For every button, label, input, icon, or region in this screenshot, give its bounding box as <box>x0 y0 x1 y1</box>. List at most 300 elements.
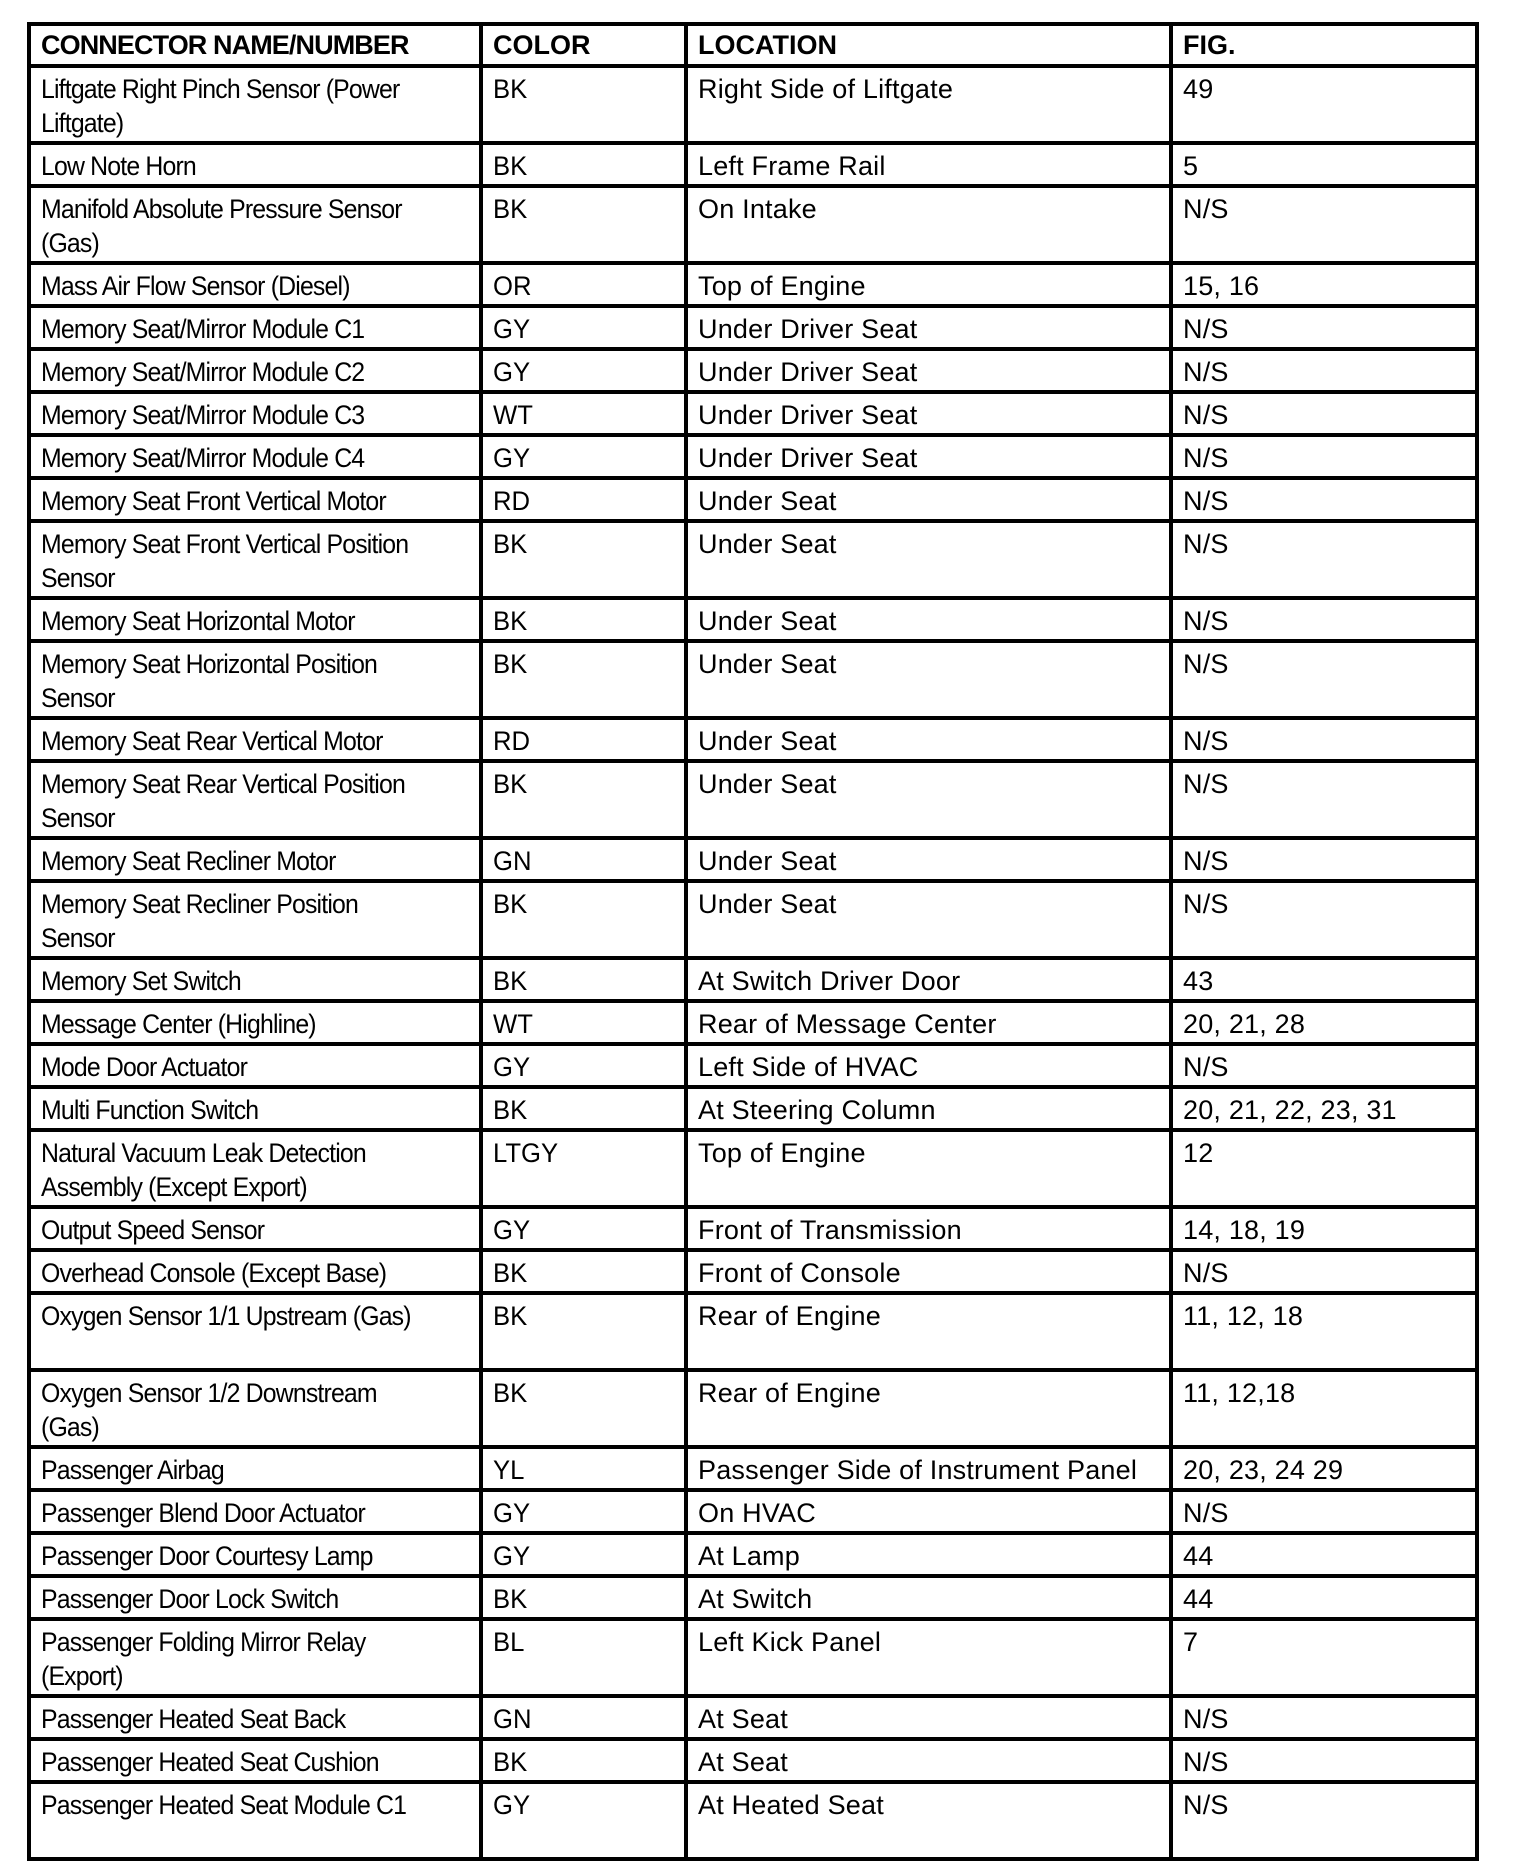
location-cell <box>686 1447 1171 1490</box>
table-row <box>29 392 1477 435</box>
figure-cell <box>1171 1619 1477 1696</box>
connector-name-cell <box>29 1250 481 1293</box>
connector-name-cell-text: Passenger Heated Seat Back <box>41 1704 346 1734</box>
wire-color-cell <box>481 392 686 435</box>
location-cell <box>686 1782 1171 1859</box>
wire-color-cell-text: WT <box>493 1009 533 1039</box>
figure-cell-text: 15, 16 <box>1183 271 1260 301</box>
table-row <box>29 263 1477 306</box>
location-cell-text: Top of Engine <box>698 1138 866 1168</box>
location-cell-text: Left Kick Panel <box>698 1627 882 1657</box>
location-cell <box>686 1087 1171 1130</box>
table-row <box>29 478 1477 521</box>
wire-color-cell-text: BK <box>493 1258 528 1288</box>
location-cell-text: Left Side of HVAC <box>698 1052 919 1082</box>
table-row <box>29 1293 1477 1370</box>
figure-cell-text: N/S <box>1183 1704 1229 1734</box>
figure-cell-text: N/S <box>1183 606 1229 636</box>
connector-name-cell-text: Memory Seat Recliner Position Sensor <box>41 889 358 953</box>
connector-table <box>27 22 1479 1861</box>
figure-cell-text: 14, 18, 19 <box>1183 1215 1306 1245</box>
wire-color-cell-text: GY <box>493 1541 531 1571</box>
location-cell-text: At Switch Driver Door <box>698 966 961 996</box>
wire-color-cell <box>481 598 686 641</box>
location-cell <box>686 1739 1171 1782</box>
figure-cell-text: 12 <box>1183 1138 1214 1168</box>
table-row <box>29 1250 1477 1293</box>
wire-color-cell-text: LTGY <box>493 1138 559 1168</box>
wire-color-cell <box>481 1044 686 1087</box>
wire-color-cell <box>481 66 686 143</box>
figure-cell <box>1171 641 1477 718</box>
wire-color-cell-text: BK <box>493 194 528 224</box>
connector-name-cell <box>29 761 481 838</box>
connector-name-cell-text: Multi Function Switch <box>41 1095 259 1125</box>
table-row <box>29 641 1477 718</box>
figure-cell-text: N/S <box>1183 1498 1229 1528</box>
location-cell-text: Rear of Message Center <box>698 1009 997 1039</box>
location-cell-text: Under Seat <box>698 529 837 559</box>
location-cell <box>686 1576 1171 1619</box>
header-row <box>29 24 1477 66</box>
figure-cell-text: N/S <box>1183 400 1229 430</box>
connector-name-cell <box>29 1044 481 1087</box>
connector-name-cell <box>29 66 481 143</box>
wire-color-cell-text: WT <box>493 400 533 430</box>
connector-name-cell <box>29 1001 481 1044</box>
figure-cell <box>1171 143 1477 186</box>
location-cell-text: Left Frame Rail <box>698 151 886 181</box>
figure-cell-text: 44 <box>1183 1541 1214 1571</box>
location-cell-text: Under Seat <box>698 649 837 679</box>
figure-cell <box>1171 392 1477 435</box>
wire-color-cell-text: GY <box>493 1498 531 1528</box>
wire-color-cell-text: BK <box>493 966 528 996</box>
location-cell <box>686 263 1171 306</box>
table-row <box>29 1696 1477 1739</box>
table-row <box>29 1001 1477 1044</box>
location-cell-text: At Switch <box>698 1584 813 1614</box>
figure-cell-text: 20, 21, 22, 23, 31 <box>1183 1095 1397 1125</box>
connector-name-cell-text: Liftgate Right Pinch Sensor (Power Liftgate) <box>41 74 400 138</box>
wire-color-cell <box>481 1782 686 1859</box>
table-row <box>29 761 1477 838</box>
wire-color-cell-text: BK <box>493 889 528 919</box>
table-row <box>29 1619 1477 1696</box>
location-cell <box>686 1533 1171 1576</box>
wire-color-cell-text: GY <box>493 357 531 387</box>
connector-name-cell <box>29 435 481 478</box>
location-cell <box>686 881 1171 958</box>
location-cell-text: Top of Engine <box>698 271 866 301</box>
table-header <box>29 24 1477 66</box>
location-cell-text: Right Side of Liftgate <box>698 74 954 104</box>
wire-color-cell-text: BL <box>493 1627 525 1657</box>
wire-color-cell-text: BK <box>493 151 528 181</box>
connector-name-cell-text: Overhead Console (Except Base) <box>41 1258 387 1288</box>
figure-cell <box>1171 1490 1477 1533</box>
connector-name-cell <box>29 838 481 881</box>
header-location: LOCATION <box>686 24 1171 66</box>
figure-cell <box>1171 761 1477 838</box>
connector-name-cell <box>29 1576 481 1619</box>
connector-name-cell-text: Passenger Door Lock Switch <box>41 1584 339 1614</box>
figure-cell <box>1171 958 1477 1001</box>
wire-color-cell <box>481 1130 686 1207</box>
figure-cell <box>1171 263 1477 306</box>
wire-color-cell-text: BK <box>493 529 528 559</box>
wire-color-cell <box>481 263 686 306</box>
figure-cell <box>1171 718 1477 761</box>
figure-cell <box>1171 349 1477 392</box>
location-cell-text: At Steering Column <box>698 1095 936 1125</box>
figure-cell <box>1171 1576 1477 1619</box>
figure-cell <box>1171 1044 1477 1087</box>
connector-name-cell-text: Output Speed Sensor <box>41 1215 265 1245</box>
location-cell <box>686 838 1171 881</box>
table-row <box>29 1576 1477 1619</box>
figure-cell <box>1171 66 1477 143</box>
figure-cell <box>1171 521 1477 598</box>
wire-color-cell-text: BK <box>493 769 528 799</box>
figure-cell <box>1171 1250 1477 1293</box>
wire-color-cell-text: YL <box>493 1455 525 1485</box>
figure-cell-text: N/S <box>1183 1790 1229 1820</box>
connector-name-cell <box>29 1207 481 1250</box>
location-cell <box>686 718 1171 761</box>
connector-name-cell-text: Natural Vacuum Leak Detection Assembly (Except Export) <box>41 1138 366 1202</box>
connector-name-cell <box>29 1533 481 1576</box>
figure-cell <box>1171 1370 1477 1447</box>
wire-color-cell-text: GY <box>493 1052 531 1082</box>
figure-cell <box>1171 838 1477 881</box>
figure-cell-text: N/S <box>1183 1747 1229 1777</box>
wire-color-cell-text: BK <box>493 1378 528 1408</box>
location-cell-text: Under Driver Seat <box>698 400 918 430</box>
wire-color-cell <box>481 1001 686 1044</box>
figure-cell-text: 7 <box>1183 1627 1199 1657</box>
wire-color-cell-text: GY <box>493 1790 531 1820</box>
connector-name-cell-text: Manifold Absolute Pressure Sensor (Gas) <box>41 194 402 258</box>
figure-cell-text: N/S <box>1183 314 1229 344</box>
location-cell <box>686 66 1171 143</box>
location-cell <box>686 1207 1171 1250</box>
connector-name-cell <box>29 1447 481 1490</box>
wire-color-cell <box>481 143 686 186</box>
figure-cell-text: N/S <box>1183 726 1229 756</box>
table-row <box>29 435 1477 478</box>
location-cell <box>686 761 1171 838</box>
table-row <box>29 1533 1477 1576</box>
figure-cell <box>1171 1087 1477 1130</box>
connector-name-cell-text: Oxygen Sensor 1/2 Downstream (Gas) <box>41 1378 377 1442</box>
connector-name-cell-text: Memory Seat Front Vertical Motor <box>41 486 386 516</box>
wire-color-cell <box>481 1739 686 1782</box>
connector-name-cell-text: Memory Seat Front Vertical Position Sensor <box>41 529 409 593</box>
header-connector-name: CONNECTOR NAME/NUMBER <box>29 24 481 66</box>
location-cell <box>686 349 1171 392</box>
connector-name-cell-text: Passenger Heated Seat Cushion <box>41 1747 379 1777</box>
figure-cell <box>1171 435 1477 478</box>
connector-name-cell <box>29 349 481 392</box>
table-row <box>29 1447 1477 1490</box>
table-row <box>29 1130 1477 1207</box>
figure-cell <box>1171 881 1477 958</box>
connector-name-cell-text: Low Note Horn <box>41 151 196 181</box>
connector-name-cell <box>29 718 481 761</box>
location-cell-text: Under Seat <box>698 889 837 919</box>
figure-cell <box>1171 1447 1477 1490</box>
figure-cell-text: 44 <box>1183 1584 1214 1614</box>
wire-color-cell <box>481 838 686 881</box>
figure-cell-text: 11, 12, 18 <box>1183 1301 1304 1331</box>
figure-cell <box>1171 1001 1477 1044</box>
location-cell <box>686 435 1171 478</box>
connector-name-cell <box>29 306 481 349</box>
figure-cell-text: 11, 12,18 <box>1183 1378 1296 1408</box>
wire-color-cell <box>481 521 686 598</box>
connector-name-cell <box>29 478 481 521</box>
connector-name-cell-text: Memory Seat Rear Vertical Position Sensor <box>41 769 405 833</box>
location-cell <box>686 1696 1171 1739</box>
location-cell-text: At Seat <box>698 1747 788 1777</box>
figure-cell <box>1171 1739 1477 1782</box>
figure-cell-text: N/S <box>1183 357 1229 387</box>
location-cell-text: At Lamp <box>698 1541 800 1571</box>
location-cell-text: Under Seat <box>698 769 837 799</box>
header-color: COLOR <box>481 24 686 66</box>
figure-cell <box>1171 186 1477 263</box>
location-cell-text: Under Driver Seat <box>698 443 918 473</box>
wire-color-cell <box>481 306 686 349</box>
figure-cell-text: N/S <box>1183 769 1229 799</box>
location-cell <box>686 1490 1171 1533</box>
wire-color-cell <box>481 761 686 838</box>
connector-name-cell <box>29 1087 481 1130</box>
wire-color-cell <box>481 881 686 958</box>
figure-cell-text: N/S <box>1183 529 1229 559</box>
location-cell-text: Under Seat <box>698 726 837 756</box>
figure-cell-text: 43 <box>1183 966 1214 996</box>
wire-color-cell <box>481 1533 686 1576</box>
wire-color-cell <box>481 1576 686 1619</box>
wire-color-cell <box>481 1619 686 1696</box>
wire-color-cell-text: GY <box>493 443 531 473</box>
table-row <box>29 838 1477 881</box>
connector-name-cell-text: Memory Seat/Mirror Module C2 <box>41 357 365 387</box>
figure-cell <box>1171 1130 1477 1207</box>
location-cell-text: Under Seat <box>698 846 837 876</box>
figure-cell-text: N/S <box>1183 1052 1229 1082</box>
connector-name-cell <box>29 1370 481 1447</box>
location-cell <box>686 1130 1171 1207</box>
connector-name-cell-text: Memory Set Switch <box>41 966 241 996</box>
location-cell-text: Under Seat <box>698 486 837 516</box>
connector-name-cell-text: Memory Seat Recliner Motor <box>41 846 336 876</box>
table-row <box>29 1739 1477 1782</box>
table-row <box>29 958 1477 1001</box>
figure-cell <box>1171 1533 1477 1576</box>
location-cell-text: Passenger Side of Instrument Panel <box>698 1455 1138 1485</box>
figure-cell-text: N/S <box>1183 1258 1229 1288</box>
connector-name-cell-text: Memory Seat/Mirror Module C4 <box>41 443 365 473</box>
location-cell <box>686 306 1171 349</box>
table-row <box>29 718 1477 761</box>
wire-color-cell-text: GN <box>493 846 532 876</box>
figure-cell <box>1171 1696 1477 1739</box>
figure-cell <box>1171 598 1477 641</box>
location-cell-text: At Seat <box>698 1704 788 1734</box>
table-row <box>29 1044 1477 1087</box>
wire-color-cell-text: OR <box>493 271 532 301</box>
connector-name-cell <box>29 1782 481 1859</box>
location-cell-text: Under Driver Seat <box>698 314 918 344</box>
figure-cell-text: 49 <box>1183 74 1214 104</box>
connector-name-cell-text: Mass Air Flow Sensor (Diesel) <box>41 271 350 301</box>
wire-color-cell <box>481 1696 686 1739</box>
connector-name-cell-text: Passenger Blend Door Actuator <box>41 1498 365 1528</box>
wire-color-cell-text: GN <box>493 1704 532 1734</box>
location-cell-text: Under Driver Seat <box>698 357 918 387</box>
connector-name-cell <box>29 263 481 306</box>
table-row <box>29 1370 1477 1447</box>
table-row <box>29 349 1477 392</box>
wire-color-cell-text: BK <box>493 1301 528 1331</box>
location-cell <box>686 641 1171 718</box>
connector-name-cell-text: Memory Seat Horizontal Position Sensor <box>41 649 378 713</box>
location-cell <box>686 521 1171 598</box>
connector-name-cell <box>29 143 481 186</box>
location-cell <box>686 958 1171 1001</box>
wire-color-cell <box>481 349 686 392</box>
figure-cell-text: N/S <box>1183 846 1229 876</box>
table-row <box>29 1207 1477 1250</box>
location-cell-text: On Intake <box>698 194 817 224</box>
location-cell-text: On HVAC <box>698 1498 816 1528</box>
wire-color-cell-text: BK <box>493 1747 528 1777</box>
connector-name-cell <box>29 1293 481 1370</box>
table-row <box>29 66 1477 143</box>
wire-color-cell-text: GY <box>493 314 531 344</box>
figure-cell <box>1171 1782 1477 1859</box>
wire-color-cell-text: GY <box>493 1215 531 1245</box>
wire-color-cell <box>481 718 686 761</box>
connector-name-cell <box>29 392 481 435</box>
wire-color-cell <box>481 1447 686 1490</box>
connector-name-cell <box>29 1130 481 1207</box>
figure-cell-text: N/S <box>1183 194 1229 224</box>
connector-name-cell-text: Message Center (Highline) <box>41 1009 316 1039</box>
connector-name-cell-text: Passenger Heated Seat Module C1 <box>41 1790 407 1820</box>
table-row <box>29 143 1477 186</box>
figure-cell <box>1171 1207 1477 1250</box>
wire-color-cell <box>481 435 686 478</box>
wire-color-cell <box>481 1207 686 1250</box>
location-cell <box>686 186 1171 263</box>
location-cell <box>686 1370 1171 1447</box>
table-row <box>29 1490 1477 1533</box>
figure-cell-text: N/S <box>1183 889 1229 919</box>
wire-color-cell <box>481 958 686 1001</box>
location-cell-text: Front of Console <box>698 1258 901 1288</box>
table-row <box>29 306 1477 349</box>
figure-cell-text: N/S <box>1183 486 1229 516</box>
table-row <box>29 881 1477 958</box>
location-cell <box>686 478 1171 521</box>
wire-color-cell-text: BK <box>493 74 528 104</box>
table-row <box>29 598 1477 641</box>
figure-cell-text: N/S <box>1183 443 1229 473</box>
connector-name-cell <box>29 1619 481 1696</box>
table-row <box>29 521 1477 598</box>
location-cell <box>686 1619 1171 1696</box>
wire-color-cell <box>481 641 686 718</box>
wire-color-cell <box>481 186 686 263</box>
figure-cell-text: 20, 21, 28 <box>1183 1009 1306 1039</box>
connector-name-cell-text: Memory Seat Rear Vertical Motor <box>41 726 383 756</box>
location-cell-text: Rear of Engine <box>698 1301 881 1331</box>
connector-name-cell <box>29 958 481 1001</box>
wire-color-cell-text: RD <box>493 486 531 516</box>
connector-name-cell <box>29 521 481 598</box>
location-cell <box>686 1250 1171 1293</box>
wire-color-cell-text: BK <box>493 1584 528 1614</box>
wire-color-cell <box>481 1370 686 1447</box>
figure-cell <box>1171 1293 1477 1370</box>
connector-name-cell <box>29 598 481 641</box>
wire-color-cell <box>481 1490 686 1533</box>
figure-cell-text: 5 <box>1183 151 1199 181</box>
table-row <box>29 1087 1477 1130</box>
connector-name-cell-text: Memory Seat/Mirror Module C1 <box>41 314 365 344</box>
connector-name-cell-text: Passenger Airbag <box>41 1455 224 1485</box>
connector-name-cell <box>29 641 481 718</box>
wire-color-cell <box>481 1293 686 1370</box>
table-body <box>29 66 1477 1859</box>
connector-name-cell-text: Passenger Folding Mirror Relay (Export) <box>41 1627 366 1691</box>
location-cell-text: Front of Transmission <box>698 1215 962 1245</box>
figure-cell <box>1171 306 1477 349</box>
figure-cell-text: 20, 23, 24 29 <box>1183 1455 1344 1485</box>
wire-color-cell <box>481 1087 686 1130</box>
connector-name-cell <box>29 1490 481 1533</box>
location-cell-text: Under Seat <box>698 606 837 636</box>
wire-color-cell <box>481 478 686 521</box>
location-cell <box>686 392 1171 435</box>
location-cell <box>686 598 1171 641</box>
location-cell-text: At Heated Seat <box>698 1790 884 1820</box>
location-cell-text: Rear of Engine <box>698 1378 881 1408</box>
connector-name-cell <box>29 186 481 263</box>
figure-cell-text: N/S <box>1183 649 1229 679</box>
connector-name-cell <box>29 1739 481 1782</box>
connector-name-cell <box>29 1696 481 1739</box>
wire-color-cell-text: BK <box>493 1095 528 1125</box>
table-row <box>29 1782 1477 1859</box>
connector-name-cell-text: Passenger Door Courtesy Lamp <box>41 1541 373 1571</box>
connector-name-cell-text: Mode Door Actuator <box>41 1052 248 1082</box>
header-fig: FIG. <box>1171 24 1477 66</box>
connector-name-cell-text: Oxygen Sensor 1/1 Upstream (Gas) <box>41 1301 411 1331</box>
connector-name-cell-text: Memory Seat/Mirror Module C3 <box>41 400 365 430</box>
location-cell <box>686 1293 1171 1370</box>
wire-color-cell-text: RD <box>493 726 531 756</box>
location-cell <box>686 1044 1171 1087</box>
connector-name-cell-text: Memory Seat Horizontal Motor <box>41 606 355 636</box>
wire-color-cell-text: BK <box>493 606 528 636</box>
figure-cell <box>1171 478 1477 521</box>
connector-name-cell <box>29 881 481 958</box>
